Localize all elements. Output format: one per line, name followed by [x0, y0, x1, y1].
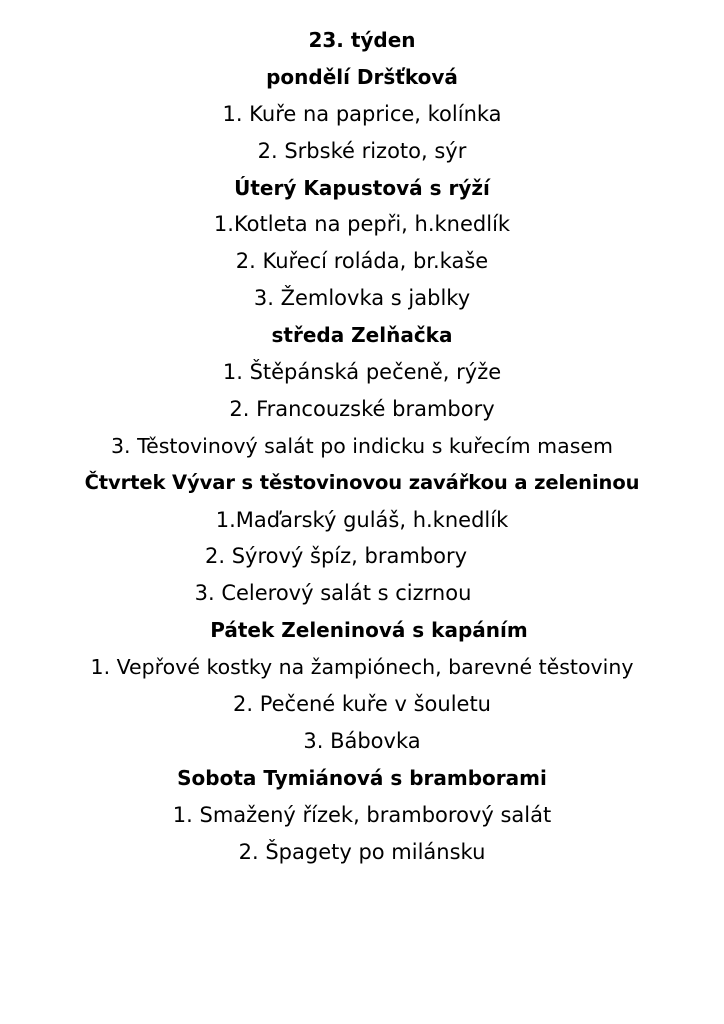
day-heading-wednesday: středa Zelňačka	[271, 323, 453, 348]
week-title: 23. týden	[308, 28, 416, 52]
menu-item: 2. Pečené kuře v šouletu	[232, 692, 491, 717]
day-heading-friday: Pátek Zeleninová s kapáním	[210, 618, 528, 643]
day-heading-thursday: Čtvrtek Vývar s těstovinovou zavářkou a zeleninou	[84, 470, 640, 494]
menu-item: 2. Sýrový špíz, brambory	[204, 544, 468, 569]
menu-item: 3. Žemlovka s jablky	[253, 286, 471, 311]
menu-item: 3. Těstovinový salát po indicku s kuřecím masem	[111, 433, 613, 458]
menu-item: 2. Srbské rizoto, sýr	[257, 138, 467, 163]
day-heading-tuesday: Úterý Kapustová s rýží	[234, 175, 490, 200]
menu-item: 1. Vepřové kostky na žampiónech, barevné těstoviny	[90, 655, 634, 680]
day-heading-saturday: Sobota Tymiánová s bramborami	[177, 765, 547, 790]
menu-item: 2. Francouzské brambory	[229, 396, 495, 421]
menu-item: 1.Kotleta na pepři, h.knedlík	[213, 212, 511, 237]
menu-item: 3. Celerový salát s cizrnou	[194, 581, 472, 606]
menu-item: 2. Kuřecí roláda, br.kaše	[235, 249, 489, 274]
menu-item: 1. Štěpánská pečeně, rýže	[222, 360, 502, 385]
day-heading-monday: pondělí Dršťková	[266, 64, 458, 89]
menu-item: 3. Bábovka	[303, 728, 421, 753]
menu-item: 1. Smažený řízek, bramborový salát	[172, 802, 552, 827]
menu-item: 2. Špagety po milánsku	[238, 839, 486, 864]
menu-item: 1. Kuře na paprice, kolínka	[222, 101, 502, 126]
menu-item: 1.Maďarský guláš, h.knedlík	[215, 507, 509, 532]
weekly-menu	[0, 22, 724, 870]
